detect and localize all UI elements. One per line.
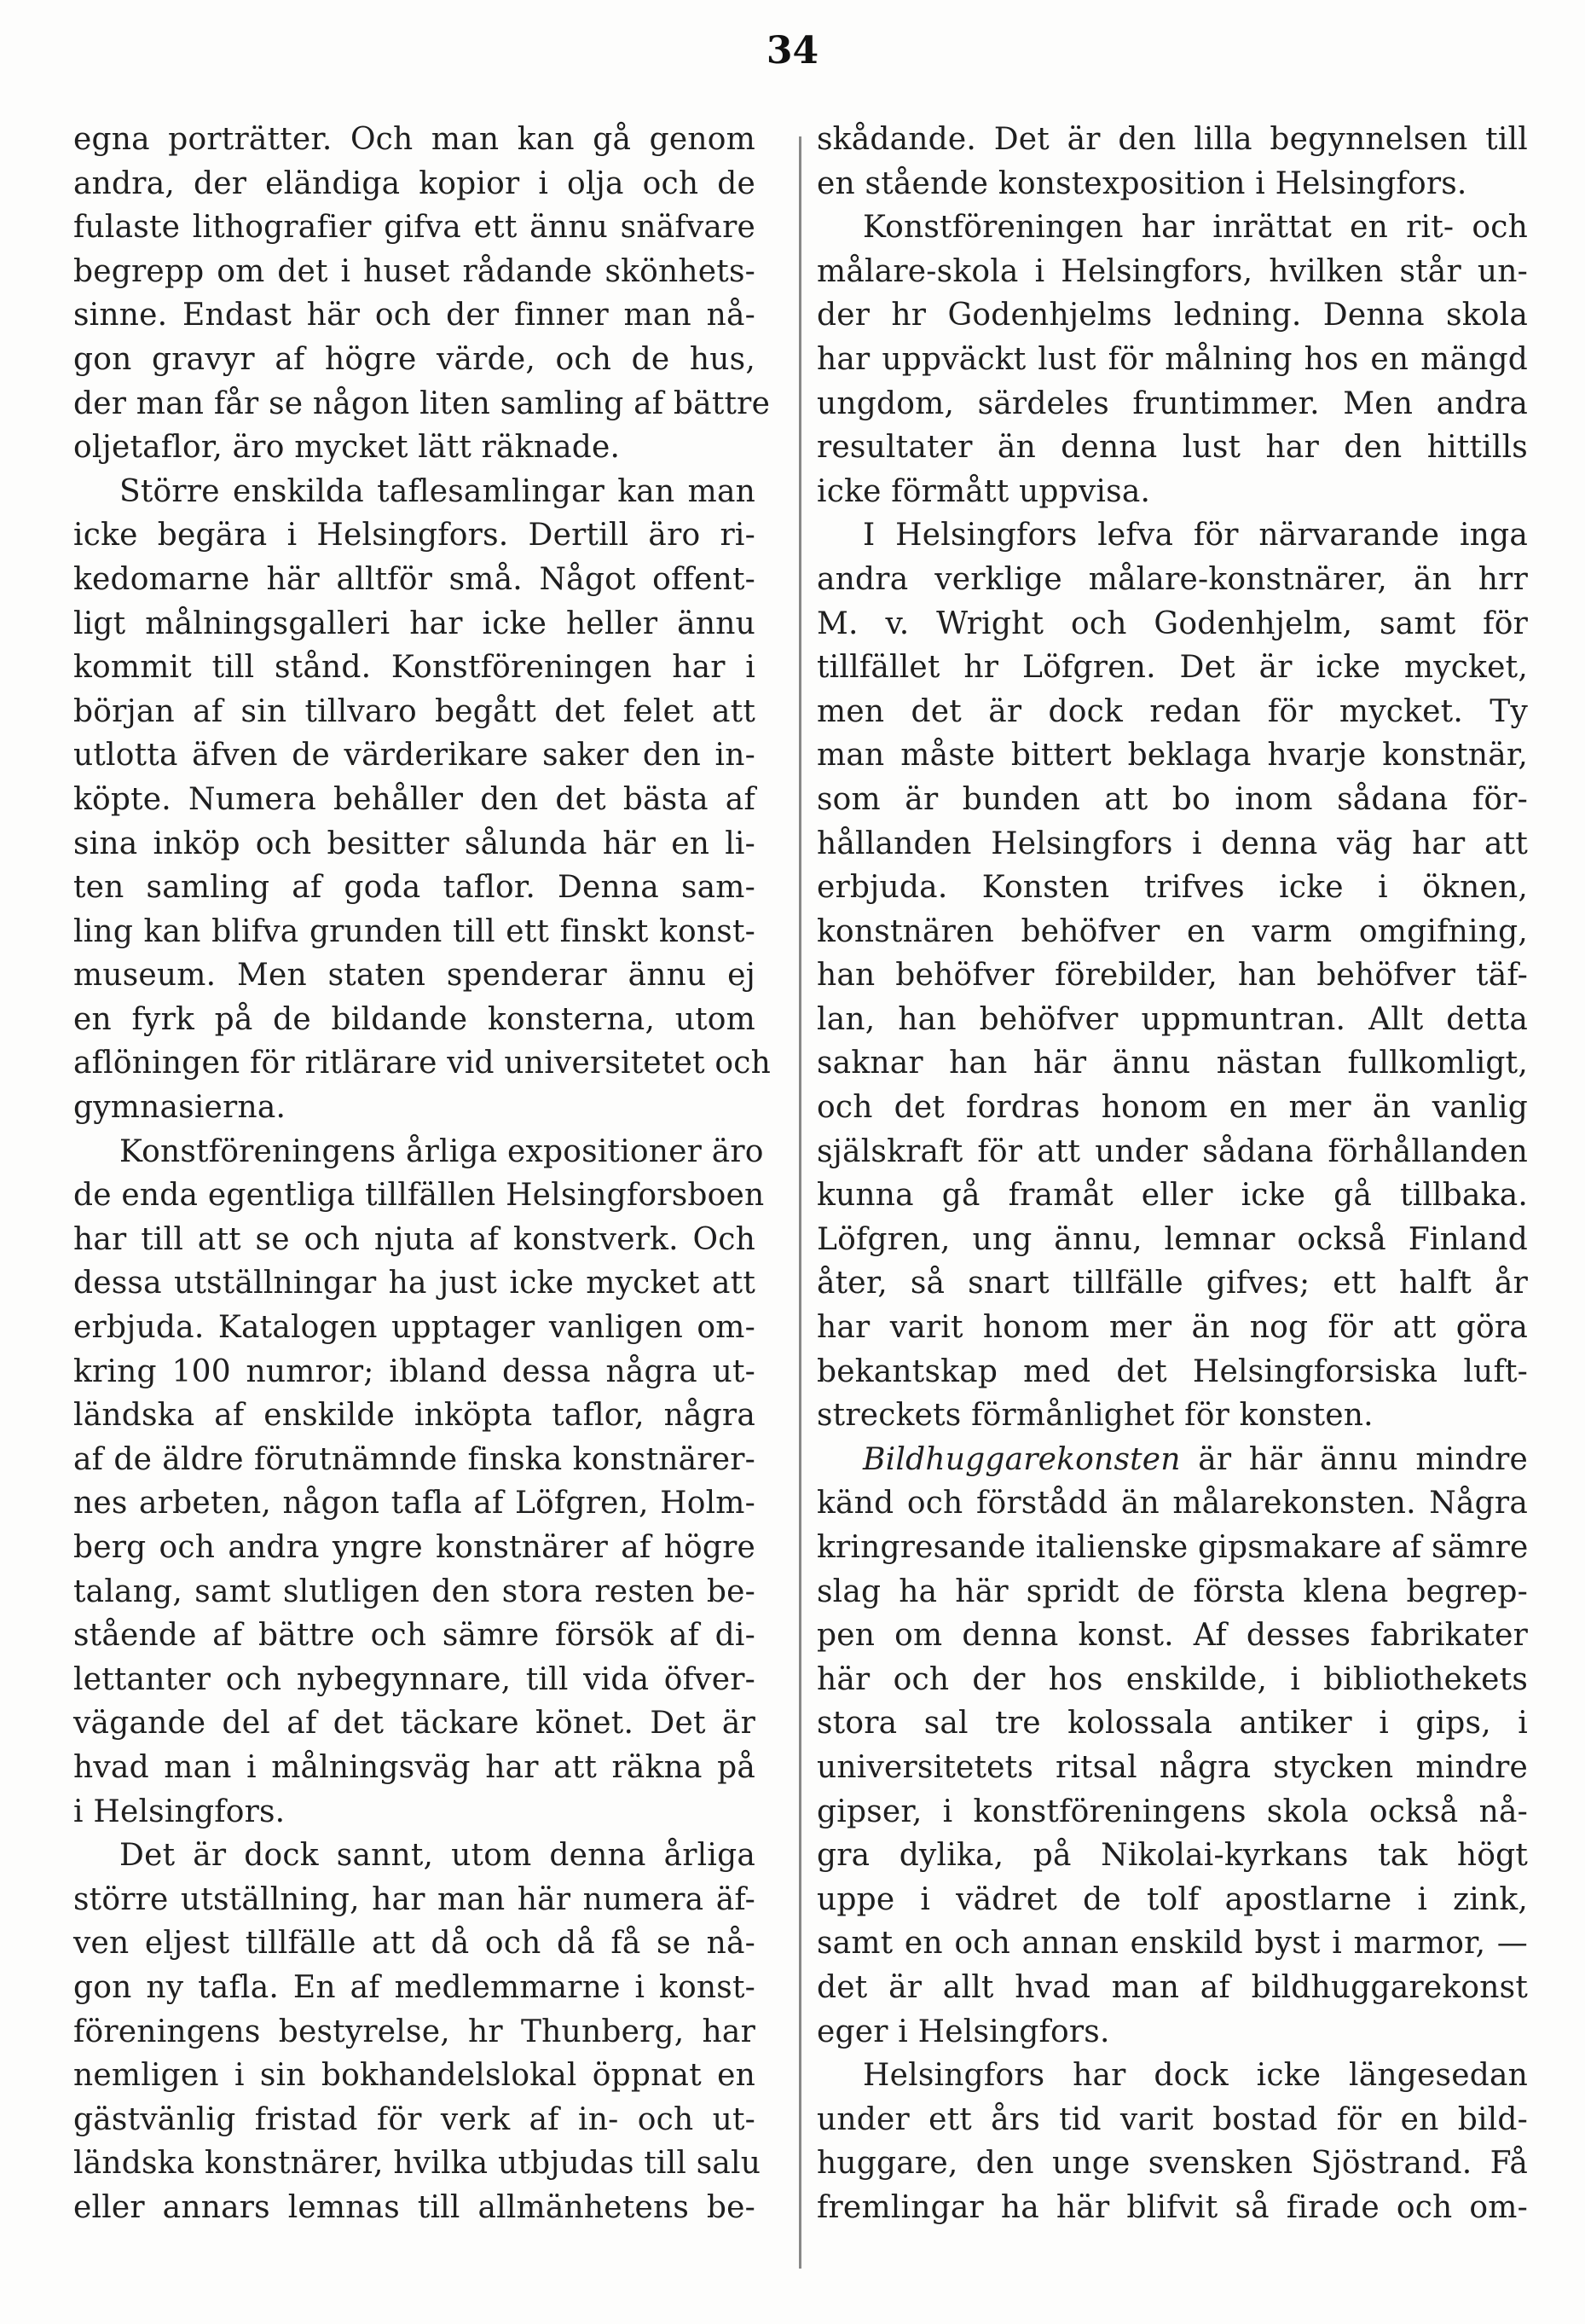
text-line (73, 1614, 755, 1658)
line-text: ländska af enskilde inköpta taflor, några (73, 1398, 755, 1434)
line-text: huggare, den unge svensken Sjöstrand. Få (817, 2146, 1528, 2182)
text-line (73, 733, 755, 778)
text-line (817, 118, 1528, 162)
line-text: kringresande italienske gipsmakare af sämre (817, 1530, 1529, 1565)
line-text: hållanden Helsingfors i denna väg har att (817, 826, 1528, 861)
line-text: konstnären behöfver en varm omgifning, (817, 913, 1528, 949)
text-line (817, 2141, 1528, 2186)
line-text: nemligen i sin bokhandelslokal öppnat en (73, 2058, 755, 2094)
line-text: Löfgren, ung ännu, lemnar också Finland (817, 1221, 1528, 1257)
line-text: tillfället hr Löfgren. Det är icke mycket, (817, 650, 1528, 686)
line-text: andra verklige målare-konstnärer, än hrr (817, 561, 1528, 597)
line-text: under ett års tid varit bostad för en bild- (817, 2101, 1528, 2137)
text-line (817, 1086, 1528, 1130)
line-text: ten samling af goda taflor. Denna sam- (73, 870, 755, 906)
text-line (73, 1306, 755, 1350)
line-text: sina inköp och besitter sålunda här en li- (73, 826, 755, 861)
line-text: är här ännu mindre (1180, 1441, 1528, 1477)
text-line (73, 2141, 761, 2186)
text-line (73, 1834, 755, 1878)
line-text: fulaste lithografier gifva ett ännu snäfvare (73, 210, 755, 246)
text-line (817, 1834, 1528, 1878)
text-line (817, 293, 1528, 338)
line-text: icke begära i Helsingfors. Dertill äro ri- (73, 518, 755, 553)
line-text: gymnasierna. (73, 1090, 286, 1126)
text-line (73, 778, 755, 822)
line-text: har till att se och njuta af konstverk. Och (73, 1221, 755, 1257)
text-line (817, 733, 1528, 778)
line-text: gra dylika, på Nikolai-kyrkans tak högt (817, 1838, 1528, 1874)
text-line (817, 1350, 1528, 1394)
line-text: Konstföreningen har inrättat en rit- och (863, 210, 1528, 246)
line-text: aflöningen för ritlärare vid universitetet och (73, 1046, 772, 1081)
line-text: icke förmått uppvisa. (817, 473, 1151, 509)
line-text: gon gravyr af högre värde, och de hus, (73, 341, 755, 377)
line-text: i Helsingfors. (73, 1794, 286, 1829)
line-text: ligt målningsgalleri har icke heller ännu (73, 606, 755, 641)
line-text: der man får se någon liten samling af bättre (73, 385, 771, 421)
line-text: han behöfver förebilder, han behöfver täf- (817, 958, 1528, 994)
column-divider (799, 136, 801, 2269)
line-text: erbjuda. Katalogen upptager vanligen om- (73, 1310, 755, 1346)
text-line (73, 1041, 772, 1086)
text-line (73, 1086, 755, 1130)
line-text: har uppväckt lust för målning hos en mängd (817, 341, 1528, 377)
text-line (817, 206, 1528, 250)
line-text: lan, han behöfver uppmuntran. Allt detta (817, 1001, 1528, 1037)
line-text: stående af bättre och sämre försök af di- (73, 1618, 755, 1654)
text-line (817, 338, 1528, 382)
text-line (817, 426, 1528, 470)
text-line (817, 1701, 1528, 1746)
line-text: resultater än denna lust har den hittills (817, 430, 1528, 466)
text-line (73, 910, 755, 954)
line-text: ling kan blifva grunden till ett finskt konst- (73, 913, 755, 949)
text-line (73, 1481, 755, 1526)
line-text: uppe i vädret de tolf apostlarne i zink, (817, 1881, 1528, 1917)
text-line (817, 866, 1528, 910)
text-line (73, 2186, 755, 2230)
italic-heading-word: Bildhuggarekonsten (863, 1441, 1181, 1477)
text-line (817, 1394, 1528, 1438)
text-line (73, 1130, 764, 1174)
line-text: kommit till stånd. Konstföreningen har i (73, 650, 755, 686)
line-text: det är allt hvad man af bildhuggarekonst (817, 1969, 1528, 2005)
line-text: nes arbeten, någon tafla af Löfgren, Holm- (73, 1486, 755, 1521)
line-text: eller annars lemnas till allmänhetens be- (73, 2189, 755, 2225)
line-text: föreningens bestyrelse, hr Thunberg, har (73, 2014, 755, 2049)
text-line (817, 1218, 1528, 1262)
text-line (817, 1790, 1528, 1834)
text-line (817, 1570, 1528, 1614)
text-line (817, 2010, 1528, 2055)
line-text: skådande. Det är den lilla begynnelsen till (817, 122, 1528, 157)
text-line (817, 646, 1528, 690)
line-text: pen om denna konst. Af desses fabrikater (817, 1618, 1528, 1654)
text-line (73, 206, 755, 250)
line-text: stora sal tre kolossala antiker i gips, i (817, 1706, 1528, 1742)
line-text: ven eljest tillfälle att då och då få se nå- (73, 1926, 755, 1962)
text-line (817, 1041, 1528, 1086)
text-line (73, 1746, 755, 1790)
text-line (73, 118, 755, 162)
line-text: ländska konstnärer, hvilka utbjudas till salu (73, 2146, 761, 2182)
line-text: åter, så snart tillfälle gifves; ett halft år (817, 1266, 1528, 1301)
text-line (73, 1174, 765, 1218)
text-line (817, 1614, 1528, 1658)
line-text: fremlingar ha här blifvit så firade och om- (817, 2189, 1528, 2225)
line-text: I Helsingfors lefva för närvarande inga (863, 518, 1528, 553)
text-line (817, 1966, 1528, 2010)
text-line (73, 1438, 755, 1482)
line-text: själskraft för att under sådana förhållanden (817, 1133, 1528, 1169)
line-text: köpte. Numera behåller den det bästa af (73, 781, 755, 817)
line-text: universitetets ritsal några stycken mindre (817, 1749, 1528, 1785)
text-line (73, 426, 755, 470)
line-text: M. v. Wright och Godenhjelm, samt för (817, 606, 1528, 641)
text-line (73, 1261, 755, 1306)
page-number: 34 (766, 29, 819, 72)
line-text: man måste bittert beklaga hvarje konstnär, (817, 738, 1528, 774)
line-text: hvad man i målningsväg har att räkna på (73, 1749, 755, 1785)
line-text: lettanter och nybegynnare, till vida öfver- (73, 1661, 755, 1697)
text-line (73, 866, 755, 910)
text-line (73, 2098, 755, 2142)
line-text: Större enskilda taflesamlingar kan man (119, 473, 755, 509)
text-line (817, 1878, 1528, 1922)
line-text: som är bunden att bo inom sådana för- (817, 781, 1528, 817)
text-line (817, 910, 1528, 954)
line-text: har varit honom mer än nog för att göra (817, 1310, 1528, 1346)
line-text: Helsingfors har dock icke längesedan (863, 2058, 1528, 2094)
text-line (73, 690, 755, 734)
line-text: de enda egentliga tillfällen Helsingforsboen (73, 1178, 765, 1214)
right-text-column (817, 118, 1528, 2230)
text-line (73, 1921, 755, 1966)
line-text: eger i Helsingfors. (817, 2014, 1110, 2049)
line-text: och det fordras honom en mer än vanlig (817, 1090, 1528, 1126)
line-text: oljetaflor, äro mycket lätt räknade. (73, 430, 621, 466)
text-line (73, 646, 755, 690)
text-line (817, 690, 1528, 734)
text-line (73, 602, 755, 646)
text-line (73, 1218, 755, 1262)
text-line (817, 1261, 1528, 1306)
line-text: gon ny tafla. En af medlemmarne i konst- (73, 1969, 755, 2005)
text-line (817, 602, 1528, 646)
text-line (817, 1306, 1528, 1350)
text-line (817, 778, 1528, 822)
text-line (817, 998, 1528, 1042)
text-line (73, 1701, 755, 1746)
line-text: talang, samt slutligen den stora resten be- (73, 1573, 755, 1609)
line-text: en fyrk på de bildande konsterna, utom (73, 1001, 755, 1037)
line-text: kedomarne här alltför små. Något offent- (73, 561, 755, 597)
line-text: bekantskap med det Helsingforsiska luft- (817, 1353, 1528, 1389)
line-text: saknar han här ännu nästan fullkomligt, (817, 1046, 1528, 1081)
line-text: större utställning, har man här numera äf- (73, 1881, 755, 1917)
line-text: dessa utställningar ha just icke mycket att (73, 1266, 755, 1301)
line-text: slag ha här spridt de första klena begrep- (817, 1573, 1528, 1609)
line-text: gipser, i konstföreningens skola också nå- (817, 1794, 1528, 1829)
text-line (73, 1658, 755, 1702)
line-text: vägande del af det täckare könet. Det är (73, 1706, 755, 1742)
text-line (73, 1570, 755, 1614)
text-line (817, 250, 1528, 294)
text-line (817, 382, 1528, 426)
text-line (73, 822, 755, 866)
text-line (73, 1790, 755, 1834)
text-line (817, 822, 1528, 866)
text-line (817, 953, 1528, 998)
line-text: känd och förstådd än målarekonsten. Några (817, 1486, 1528, 1521)
text-line (73, 1878, 755, 1922)
line-text: andra, der eländiga kopior i olja och de (73, 165, 755, 201)
line-text: begrepp om det i huset rådande skönhets- (73, 253, 755, 289)
line-text: här och der hos enskilde, i bibliothekets (817, 1661, 1528, 1697)
line-text: men det är dock redan för mycket. Ty (817, 693, 1528, 729)
line-text: af de äldre förutnämnde finska konstnärer- (73, 1441, 755, 1477)
line-text: en stående konstexposition i Helsingfors. (817, 165, 1467, 201)
text-line (73, 1350, 755, 1394)
text-line (817, 1438, 1528, 1482)
line-text: utlotta äfven de värderikare saker den in- (73, 738, 755, 774)
text-line (817, 1481, 1528, 1526)
text-line (73, 998, 755, 1042)
text-line (817, 2098, 1528, 2142)
left-text-column (73, 118, 772, 2230)
line-text: erbjuda. Konsten trifves icke i öknen, (817, 870, 1528, 906)
text-line (817, 513, 1528, 558)
text-line (73, 382, 771, 426)
line-text: ungdom, särdeles fruntimmer. Men andra (817, 385, 1528, 421)
text-line (817, 162, 1528, 206)
text-line (73, 2054, 755, 2098)
text-line (73, 1394, 755, 1438)
text-line (73, 558, 755, 602)
text-line (73, 338, 755, 382)
line-text: gästvänlig fristad för verk af in- och ut- (73, 2101, 755, 2137)
text-line (817, 558, 1528, 602)
text-line (73, 2010, 755, 2055)
line-text: samt en och annan enskild byst i marmor, — (817, 1926, 1528, 1962)
text-line (817, 1746, 1528, 1790)
line-text: början af sin tillvaro begått det felet att (73, 693, 755, 729)
line-text: egna porträtter. Och man kan gå genom (73, 122, 755, 157)
text-line (73, 1966, 755, 2010)
line-text: kring 100 numror; ibland dessa några ut- (73, 1353, 755, 1389)
text-line (817, 1921, 1528, 1966)
text-line (817, 1130, 1528, 1174)
line-text: berg och andra yngre konstnärer af högre (73, 1530, 755, 1565)
text-line (817, 470, 1528, 514)
line-text: museum. Men staten spenderar ännu ej (73, 958, 755, 994)
text-line (817, 2054, 1528, 2098)
text-line (817, 1174, 1528, 1218)
line-text: kunna gå framåt eller icke gå tillbaka. (817, 1178, 1528, 1214)
line-text: der hr Godenhjelms ledning. Denna skola (817, 298, 1528, 333)
line-text: streckets förmånlighet för konsten. (817, 1398, 1374, 1434)
text-line (73, 470, 755, 514)
text-line (817, 1526, 1528, 1570)
text-line (73, 162, 755, 206)
text-line (73, 293, 755, 338)
text-line (73, 513, 755, 558)
text-line (73, 250, 755, 294)
text-line (817, 2186, 1528, 2230)
text-line (73, 1526, 755, 1570)
line-text: målare-skola i Helsingfors, hvilken står un- (817, 253, 1528, 289)
line-text: sinne. Endast här och der finner man nå- (73, 298, 755, 333)
text-line (73, 953, 755, 998)
text-line (817, 1658, 1528, 1702)
line-text: Det är dock sannt, utom denna årliga (119, 1838, 755, 1874)
line-text: Konstföreningens årliga expositioner äro (119, 1133, 764, 1169)
